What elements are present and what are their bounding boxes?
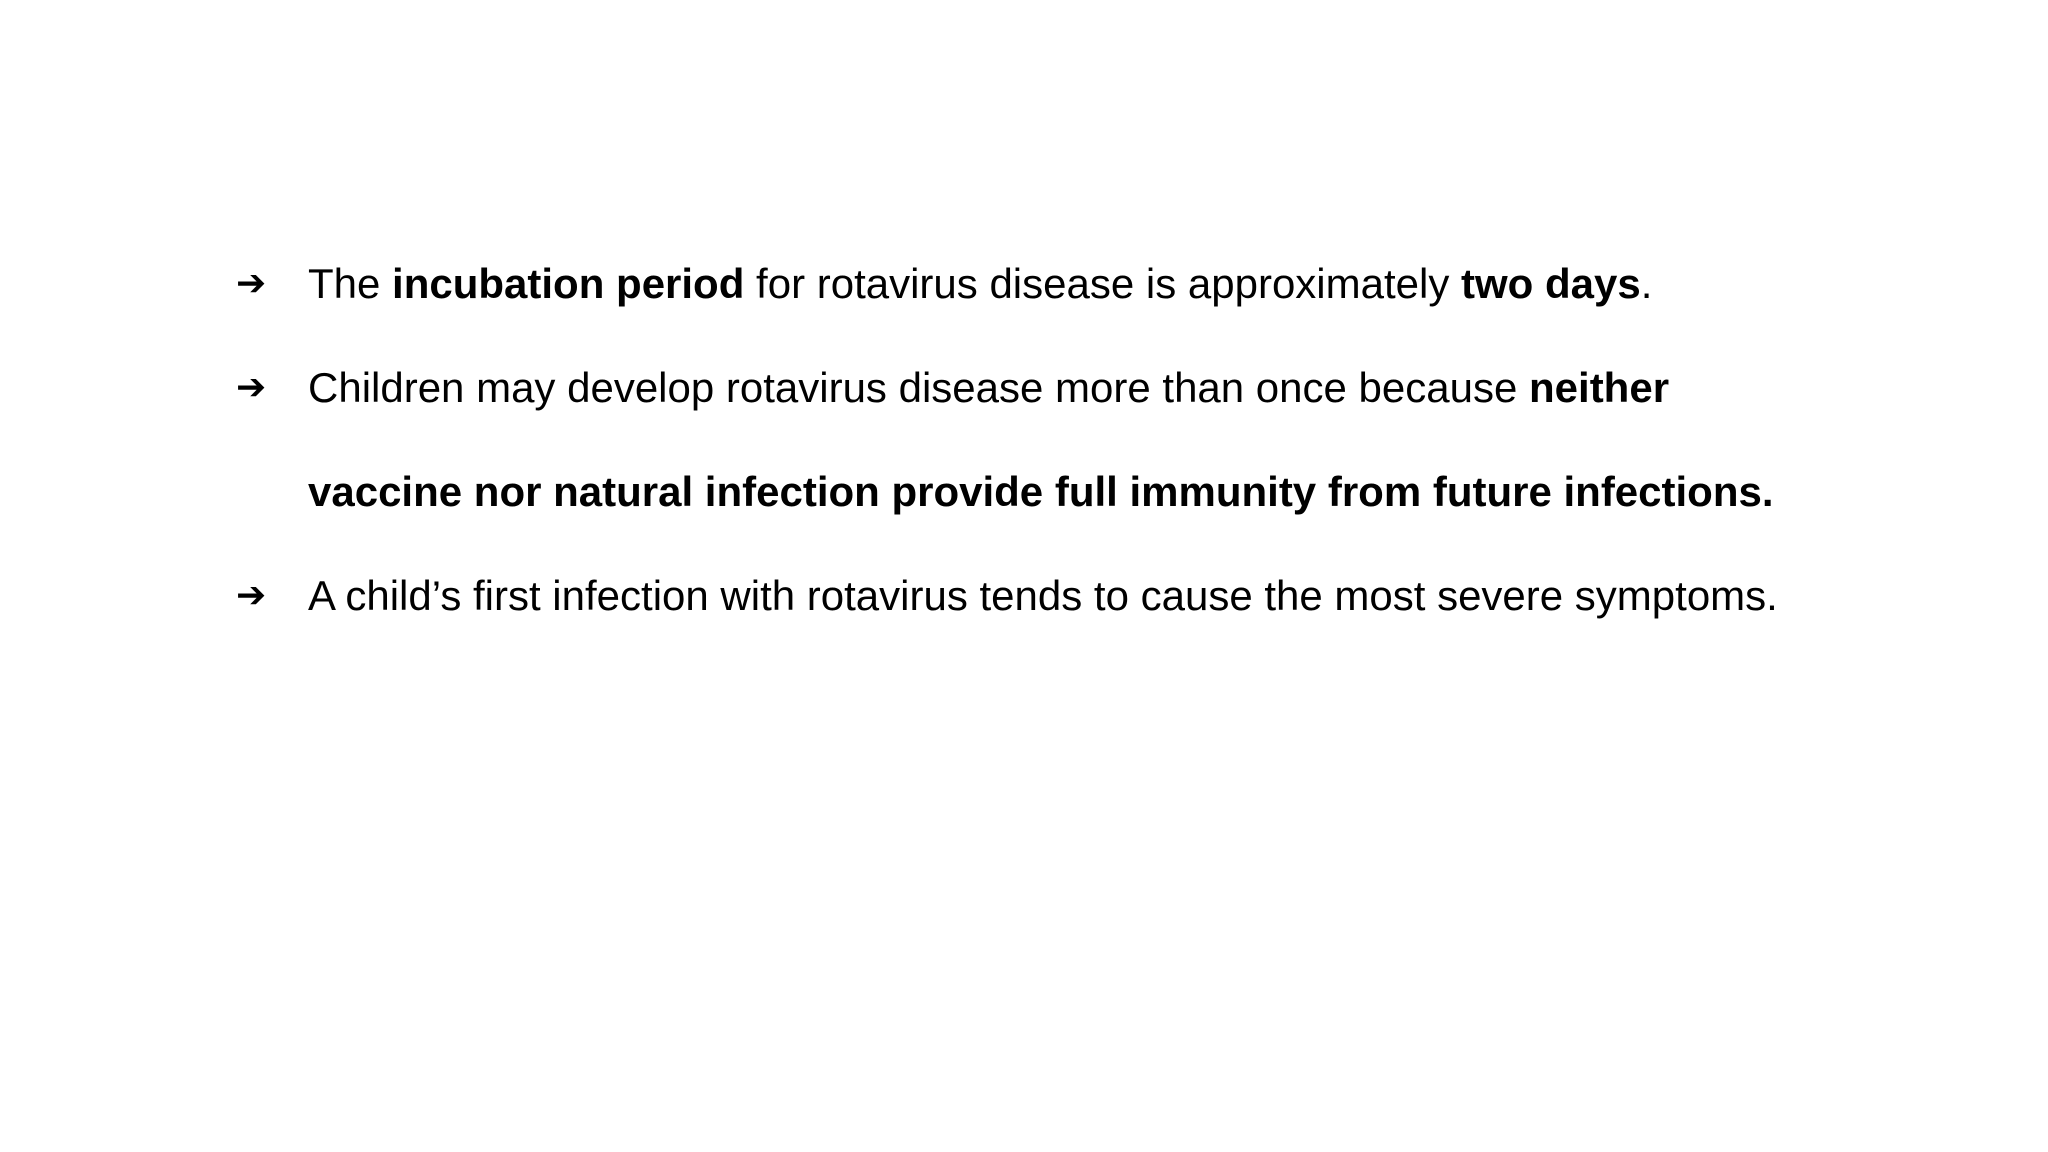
text-segment: .	[1640, 260, 1653, 307]
arrow-bullet-icon: ➔	[236, 367, 267, 408]
bold-text-segment: two days	[1461, 260, 1641, 307]
bold-text-segment: vaccine nor natural infection provide full immunity from future infections.	[308, 468, 1774, 515]
bullet-text: A child’s first infection with rotavirus tends to cause the most severe symptoms.	[308, 572, 1778, 619]
bullet-item-incubation	[236, 232, 1876, 336]
bullet-item-reinfection	[236, 336, 1876, 544]
text-segment: Children may develop rotavirus disease more than once because	[308, 364, 1530, 411]
text-segment: The	[308, 260, 393, 307]
arrow-bullet-icon: ➔	[236, 575, 267, 616]
bold-text-segment: incubation period	[392, 260, 745, 307]
bold-text-segment: neither	[1529, 364, 1670, 411]
bullet-text	[308, 364, 1876, 544]
bullet-list	[236, 232, 1876, 648]
bullet-text	[308, 260, 1652, 307]
arrow-bullet-icon: ➔	[236, 263, 267, 304]
text-segment: for rotavirus disease is approximately	[744, 260, 1461, 307]
bullet-item-first-infection	[236, 544, 1876, 648]
